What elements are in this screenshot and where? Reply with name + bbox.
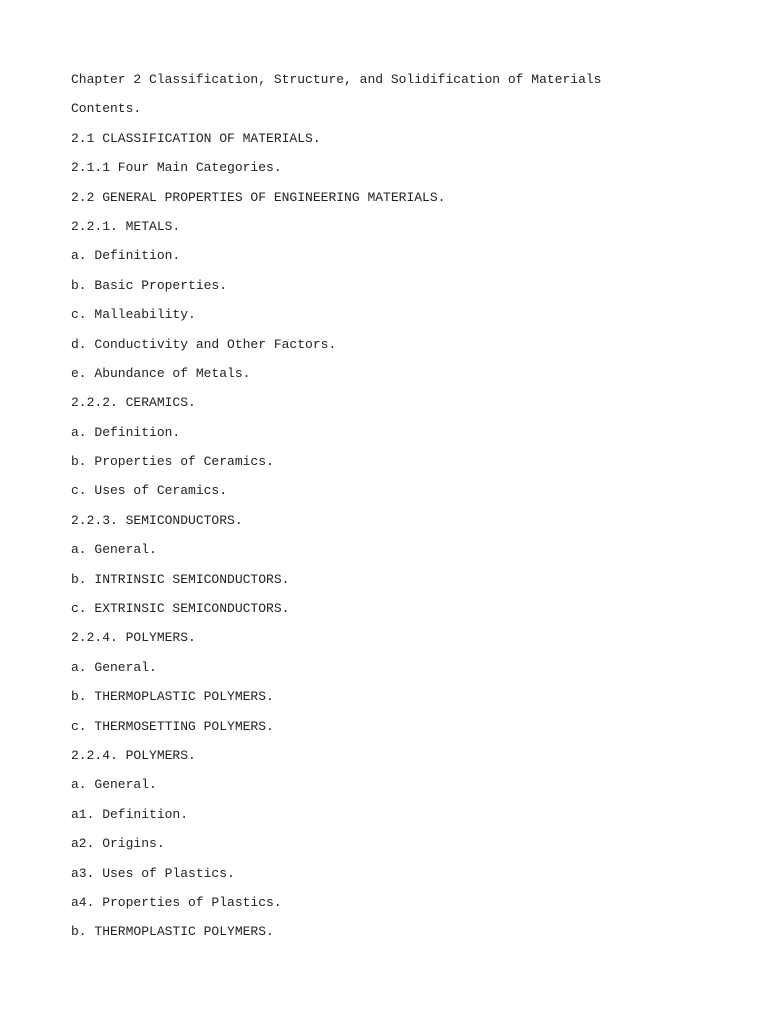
toc-entry: c. Uses of Ceramics.	[71, 483, 228, 499]
contents-heading: Contents.	[71, 101, 142, 117]
toc-entry: 2.2.3. SEMICONDUCTORS.	[71, 512, 243, 528]
toc-entry: a. Definition.	[71, 424, 181, 440]
toc-entry: 2.2.2. CERAMICS.	[71, 395, 196, 411]
table-of-contents	[71, 71, 602, 953]
toc-entry: c. EXTRINSIC SEMICONDUCTORS.	[71, 601, 290, 617]
toc-entry: a. General.	[71, 777, 157, 793]
toc-entry: 2.2.1. METALS.	[71, 218, 181, 234]
toc-entry: 2.1 CLASSIFICATION OF MATERIALS.	[71, 130, 321, 146]
toc-entry: b. Basic Properties.	[71, 277, 228, 293]
toc-entry: e. Abundance of Metals.	[71, 365, 251, 381]
toc-entry: a2. Origins.	[71, 836, 165, 852]
chapter-title: Chapter 2 Classification, Structure, and Solidification of Materials	[71, 72, 602, 87]
toc-entry: b. INTRINSIC SEMICONDUCTORS.	[71, 571, 290, 587]
toc-entry: a. Definition.	[71, 248, 181, 264]
toc-entry: b. Properties of Ceramics.	[71, 454, 274, 470]
toc-entry: 2.2.4. POLYMERS.	[71, 747, 196, 763]
toc-entry: 2.1.1 Four Main Categories.	[71, 160, 282, 176]
toc-entry: a4. Properties of Plastics.	[71, 894, 282, 910]
toc-entry: b. THERMOPLASTIC POLYMERS.	[71, 689, 274, 705]
toc-entry: c. Malleability.	[71, 307, 196, 323]
toc-entry: a1. Definition.	[71, 806, 189, 822]
toc-entry: d. Conductivity and Other Factors.	[71, 336, 337, 352]
toc-entry: b. THERMOPLASTIC POLYMERS.	[71, 924, 274, 940]
toc-entry: 2.2 GENERAL PROPERTIES OF ENGINEERING MATERIALS.	[71, 189, 446, 205]
toc-entry: a. General.	[71, 542, 157, 558]
toc-entry: c. THERMOSETTING POLYMERS.	[71, 718, 274, 734]
toc-entry: a3. Uses of Plastics.	[71, 865, 235, 881]
toc-entry: 2.2.4. POLYMERS.	[71, 630, 196, 646]
toc-entry: a. General.	[71, 659, 157, 675]
